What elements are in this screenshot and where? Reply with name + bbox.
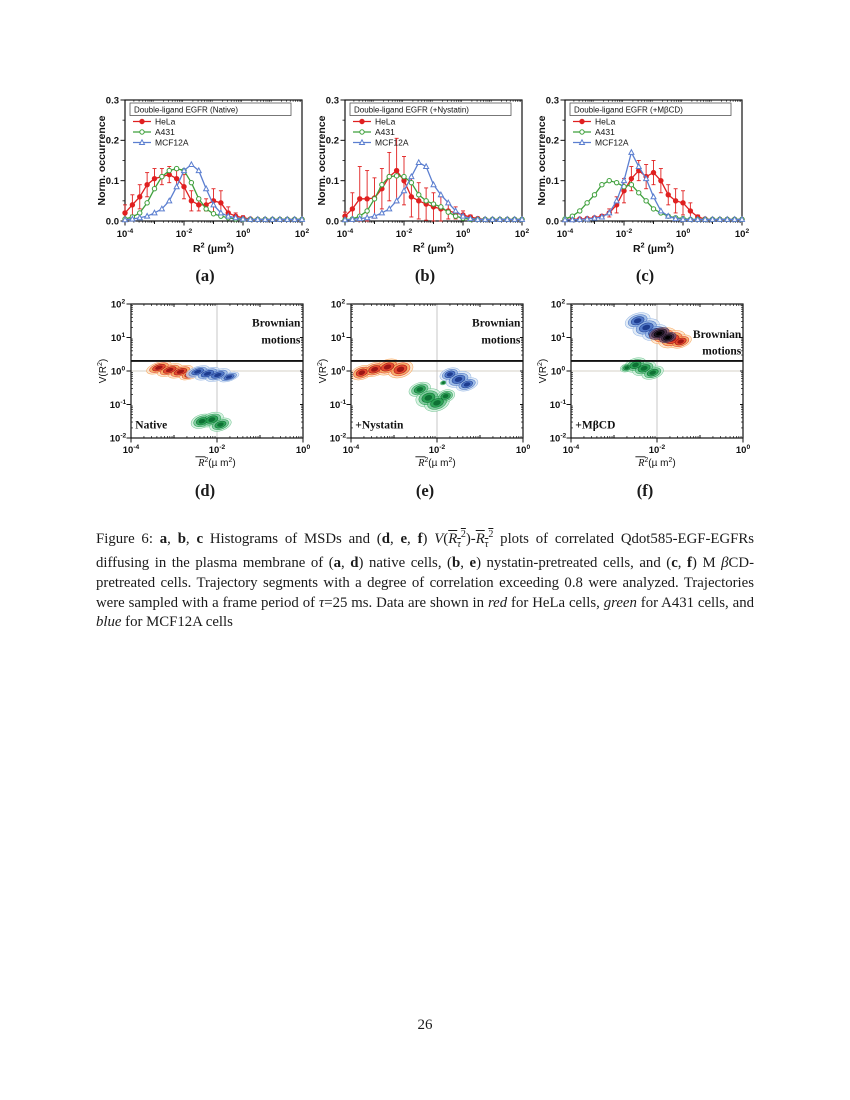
tick-label: $10^0$ <box>550 365 566 378</box>
annotation-nystatin: +Nystatin <box>355 419 404 432</box>
panel-letter-f: (f) <box>636 481 654 500</box>
caption-segment: CD-pretreated cells. Trajectory segments with a degree of correlation exceeding 0.8 were analyzed. Trajectories were sampled with a frame period of <box>96 555 755 611</box>
plot-e <box>317 299 531 469</box>
caption-segment: τ <box>457 538 461 550</box>
legend-label: A431 <box>155 127 175 137</box>
y-axis-label: Norm. occurrence <box>316 115 328 206</box>
y-axis-label: $V(R^2)$ <box>316 358 329 384</box>
plot-b <box>316 95 529 255</box>
tick-label: $10^0$ <box>515 444 531 456</box>
tick-label: $10^0$ <box>110 365 126 378</box>
caption-segment: c <box>196 530 204 547</box>
tick-label: $10^{-4}$ <box>562 444 580 456</box>
legend-title: Double-ligand EGFR (+MβCD) <box>574 105 683 115</box>
tick-label: $10^1$ <box>110 332 126 344</box>
svg-text:0.1: 0.1 <box>325 175 339 187</box>
plot-a <box>96 95 309 255</box>
caption-segment: V <box>434 530 444 547</box>
tick-label: $10^0$ <box>735 444 751 456</box>
plot-d <box>97 299 311 469</box>
panel-c <box>535 93 755 288</box>
caption-segment: for HeLa cells, <box>507 594 604 611</box>
svg-text:0.3: 0.3 <box>325 95 339 107</box>
tick-label: $10^{-2}$ <box>428 444 446 456</box>
legend-label: MCF12A <box>375 137 409 148</box>
tick-label: $10^2$ <box>550 298 566 311</box>
panel-letter-e: (e) <box>415 481 435 500</box>
y-axis-label: Norm. occurrence <box>536 115 548 206</box>
caption-segment: ) nystatin-pretreated cells, and ( <box>476 555 672 572</box>
panel-b <box>315 93 535 288</box>
tick-label: $10^0$ <box>455 228 471 240</box>
chart-b-histogram <box>315 93 535 265</box>
tick-label: $10^0$ <box>295 444 311 456</box>
caption-segment: blue <box>96 614 122 631</box>
tick-label: $10^{-4}$ <box>122 444 140 456</box>
caption-segment: )- <box>465 530 476 547</box>
tick-label: $10^2$ <box>330 298 346 311</box>
caption-segment: for A431 cells, and <box>636 594 755 611</box>
caption-segment: a <box>333 555 342 572</box>
tick-label: $10^{-2}$ <box>208 444 226 456</box>
caption-segment: ) M <box>691 555 722 572</box>
tick-label: $10^{-2}$ <box>395 228 413 240</box>
legend-label: MCF12A <box>595 137 629 148</box>
annotation-brownian: Brownian <box>252 317 301 330</box>
figure-row-histograms <box>95 93 755 288</box>
caption-segment: , <box>407 530 418 547</box>
caption-segment: , <box>341 555 351 572</box>
caption-segment: f <box>417 530 423 547</box>
caption-segment: d <box>381 530 390 547</box>
tick-label: $10^{-2}$ <box>549 432 567 445</box>
caption-segment: a <box>159 530 168 547</box>
svg-text:0.0: 0.0 <box>325 216 339 228</box>
legend-label: MCF12A <box>155 137 189 148</box>
chart-a-histogram <box>95 93 315 265</box>
legend-label: HeLa <box>375 116 396 127</box>
caption-segment: τ <box>484 538 489 550</box>
x-axis-label: $R^2$ (µm$^2$) <box>192 240 235 255</box>
x-axis-label: $R^2$ (µm$^2$) <box>412 240 455 255</box>
tick-label: $10^{-4}$ <box>336 228 354 240</box>
svg-text:0.1: 0.1 <box>545 175 559 187</box>
caption-segment: for MCF12A cells <box>121 614 233 631</box>
figure-caption <box>96 525 754 633</box>
x-axis-label: $R^2(\mu$ $m^2$) <box>198 456 236 469</box>
panel-letter-d: (d) <box>194 481 216 500</box>
chart-d-contour <box>95 298 315 480</box>
y-axis-label: $V(R^2)$ <box>536 358 549 384</box>
tick-label: $10^0$ <box>235 228 251 240</box>
annotation-motions: motions <box>261 334 301 347</box>
panel-letter-b: (b) <box>414 266 436 285</box>
caption-segment: red <box>487 594 508 611</box>
caption-segment: , <box>185 530 197 547</box>
tick-label: $10^0$ <box>675 228 691 240</box>
tick-label: $10^{-2}$ <box>329 432 347 445</box>
x-axis-label: $R^2$ (µm$^2$) <box>632 240 675 255</box>
tick-label: $10^{-4}$ <box>116 228 134 240</box>
panel-letter-c: (c) <box>635 266 655 285</box>
chart-e-contour <box>315 298 535 480</box>
svg-text:0.2: 0.2 <box>325 135 339 147</box>
tick-label: $10^{-2}$ <box>175 228 193 240</box>
svg-text:0.0: 0.0 <box>105 216 119 228</box>
tick-label: $10^{-1}$ <box>329 399 347 411</box>
plot-f <box>537 299 751 469</box>
caption-segment: green <box>603 594 637 611</box>
plot-c <box>536 95 749 255</box>
tick-label: $10^{-2}$ <box>615 228 633 240</box>
x-axis-label: $R^2(\mu$ $m^2$) <box>418 456 456 469</box>
y-axis-label: $V(R^2)$ <box>96 358 109 384</box>
legend-label: A431 <box>595 127 615 137</box>
legend-title: Double-ligand EGFR (Native) <box>134 105 239 115</box>
caption-segment: e <box>469 555 477 572</box>
svg-text:0.2: 0.2 <box>105 135 119 147</box>
legend-label: HeLa <box>595 116 616 127</box>
caption-segment: ( <box>443 530 449 547</box>
svg-text:0.3: 0.3 <box>105 95 119 107</box>
annotation-motions: motions <box>702 345 742 358</box>
caption-segment: τ <box>318 594 325 611</box>
tick-label: $10^2$ <box>514 228 530 240</box>
tick-label: $10^{-1}$ <box>109 399 127 411</box>
caption-segment: , <box>167 530 178 547</box>
caption-segment: R <box>448 530 458 547</box>
tick-label: $10^{-2}$ <box>648 444 666 456</box>
figure-row-contours <box>95 298 755 503</box>
chart-f-contour <box>535 298 755 480</box>
tick-label: $10^{-1}$ <box>549 399 567 411</box>
y-axis-label: Norm. occurrence <box>96 115 108 206</box>
caption-segment: c <box>671 555 678 572</box>
caption-segment: R <box>475 530 485 547</box>
caption-segment: e <box>400 530 408 547</box>
annotation-brownian: Brownian <box>472 317 521 330</box>
panel-a <box>95 93 315 288</box>
caption-segment: Histograms of MSDs and ( <box>203 530 382 547</box>
caption-segment: b <box>177 530 186 547</box>
caption-segment: 2 <box>460 529 466 540</box>
tick-label: $10^1$ <box>550 332 566 344</box>
svg-text:0.3: 0.3 <box>545 95 559 107</box>
caption-segment: , <box>389 530 401 547</box>
annotation-brownian: Brownian <box>692 329 742 342</box>
annotation-native: Native <box>135 419 168 432</box>
panel-e <box>315 298 535 503</box>
caption-segment: , <box>460 555 470 572</box>
caption-segment: ) native cells, ( <box>358 555 452 572</box>
tick-label: $10^2$ <box>734 228 750 240</box>
legend-title: Double-ligand EGFR (+Nystatin) <box>354 105 469 115</box>
svg-text:0.1: 0.1 <box>105 175 119 187</box>
tick-label: $10^2$ <box>110 298 126 311</box>
tick-label: $10^{-4}$ <box>556 228 574 240</box>
tick-label: $10^{-4}$ <box>342 444 360 456</box>
caption-segment: plots of correlated Qdot585-EGF-EGFRs diffusing in the plasma membrane of ( <box>96 530 755 572</box>
caption-segment: d <box>350 555 359 572</box>
annotation-motions: motions <box>481 334 521 347</box>
svg-text:0.0: 0.0 <box>545 216 559 228</box>
caption-segment: ) <box>422 530 435 547</box>
caption-segment: f <box>687 555 692 572</box>
legend-label: HeLa <box>155 116 176 127</box>
caption-segment: b <box>452 555 461 572</box>
tick-label: $10^2$ <box>294 228 310 240</box>
caption-segment: 2 <box>488 529 494 540</box>
panel-letter-a: (a) <box>195 266 215 285</box>
panel-d <box>95 298 315 503</box>
caption-segment: β <box>721 555 729 572</box>
tick-label: $10^1$ <box>330 332 346 344</box>
svg-text:0.2: 0.2 <box>545 135 559 147</box>
page-number: 26 <box>417 1017 433 1033</box>
chart-c-histogram <box>535 93 755 265</box>
figure-6 <box>0 0 850 503</box>
x-axis-label: $R^2(\mu$ $m^2$) <box>638 456 676 469</box>
tick-label: $10^0$ <box>330 365 346 378</box>
caption-segment: =25 ms. Data are shown in <box>324 594 488 611</box>
panel-f <box>535 298 755 503</box>
caption-segment: , <box>677 555 688 572</box>
annotation-mcd: +MβCD <box>575 419 616 432</box>
legend-label: A431 <box>375 127 395 137</box>
tick-label: $10^{-2}$ <box>109 432 127 445</box>
caption-segment: Figure 6: <box>96 530 160 547</box>
